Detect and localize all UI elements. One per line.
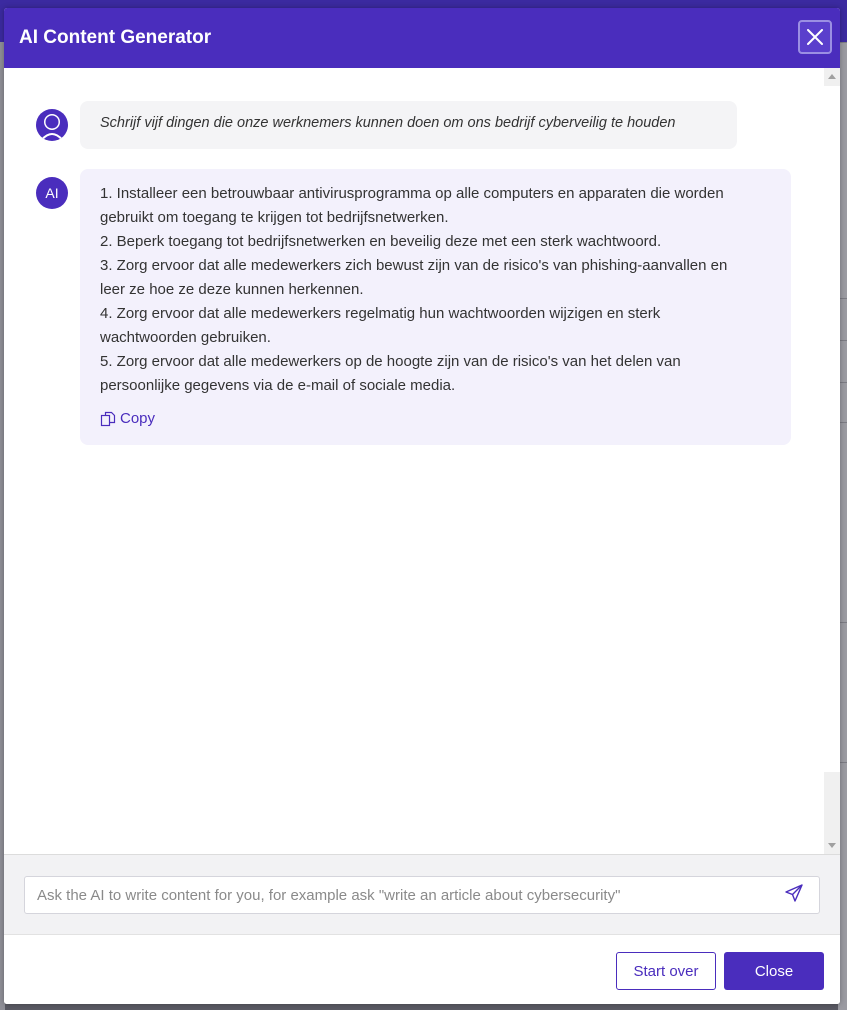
modal-header [4,8,840,68]
ai-response-line: 3. Zorg ervoor dat alle medewerkers zich bewust zijn van de risico's van phishing-aanvallen en [100,257,728,274]
start-over-button[interactable]: Start over [616,952,716,990]
ai-response-line: persoonlijke gegevens via de e-mail of sociale media. [100,377,456,394]
ai-response-line: 5. Zorg ervoor dat alle medewerkers op de hoogte zijn van de risico's van het delen van [100,353,681,370]
user-message: Schrijf vijf dingen die onze werknemers kunnen doen om ons bedrijf cyberveilig te houden [80,101,737,149]
ai-response-line: gebruikt om toegang te krijgen tot bedrijfsnetwerken. [100,209,449,226]
user-icon [36,109,68,141]
scroll-down-arrow-icon[interactable] [828,843,836,848]
modal-title: AI Content Generator [19,27,212,48]
copy-icon [100,411,116,427]
ai-response-line: 2. Beperk toegang tot bedrijfsnetwerken en beveilig deze met een sterk wachtwoord. [100,233,662,250]
prompt-area [4,854,840,935]
send-icon [784,883,804,903]
ai-response-line: 4. Zorg ervoor dat alle medewerkers regelmatig hun wachtwoorden wijzigen en sterk [100,305,661,322]
close-icon [807,29,823,45]
send-button[interactable] [784,883,804,908]
ai-response-line: 1. Installeer een betrouwbaar antivirusprogramma op alle computers en apparaten die worden [100,185,724,202]
modal-close-button[interactable] [798,20,832,54]
prompt-input[interactable] [24,876,820,914]
close-button[interactable]: Close [724,952,824,990]
scrollbar-thumb[interactable] [824,86,840,772]
ai-response [80,169,791,445]
chat-scrollbar[interactable] [824,68,840,854]
ai-response-line: leer ze hoe ze deze kunnen herkennen. [100,281,364,298]
ai-avatar: AI [36,177,68,209]
ai-response-line: wachtwoorden gebruiken. [100,329,271,346]
user-avatar [36,109,68,141]
scroll-up-arrow-icon[interactable] [828,74,836,79]
copy-label: Copy [120,410,156,427]
ai-content-generator-modal [4,8,840,1004]
copy-button[interactable] [100,410,155,427]
chat-area [4,68,826,854]
modal-footer [4,934,840,1004]
